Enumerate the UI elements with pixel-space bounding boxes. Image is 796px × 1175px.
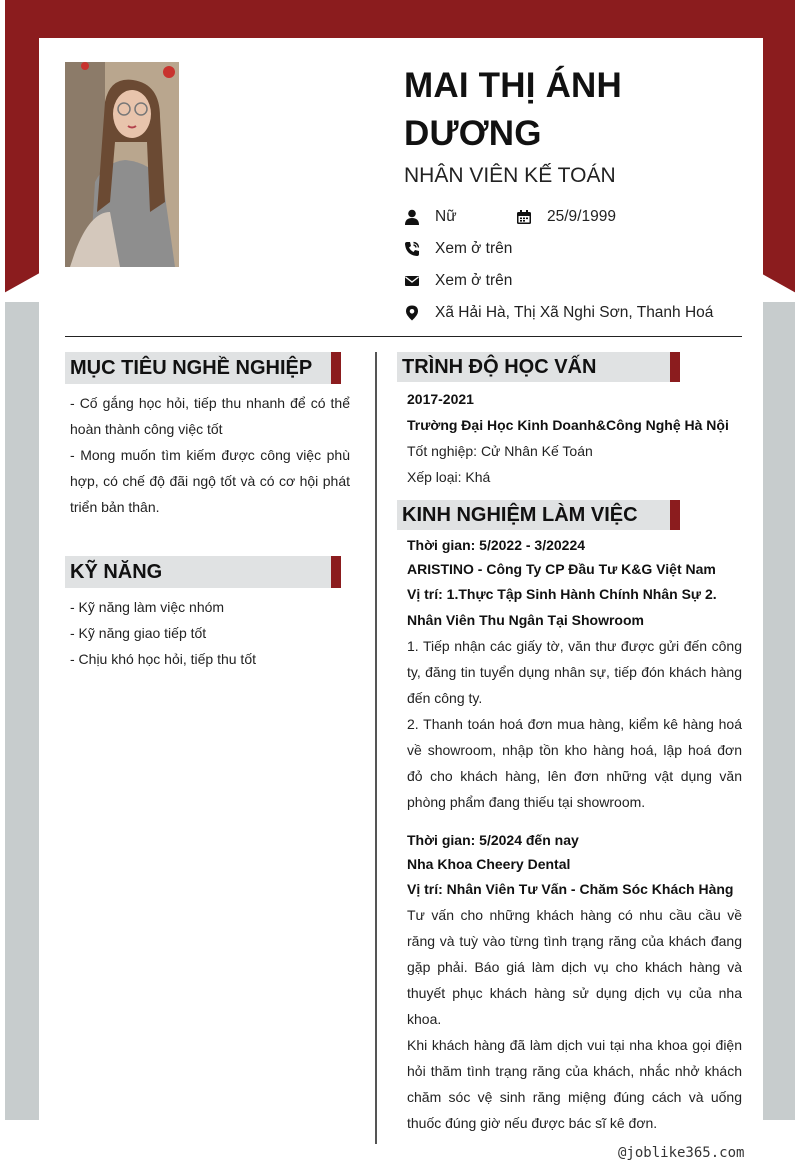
birthday-row [516, 208, 616, 226]
job-description: Tư vấn cho những khách hàng có nhu cầu cầu về răng và tuỳ vào từng tình trạng răng của khách đang gặp phải. Báo giá làm dịch vụ cho khách hàng và thuyết phục khách hàng sử dụng dịch vụ của nha khoa. [407, 907, 742, 1027]
job-description: 2. Thanh toán hoá đơn mua hàng, kiểm kê hàng hoá về showroom, nhập tồn kho hàng hoá, lập hoá đơn đỏ cho khách hàng, lên đơn những vật dụng văn phòng phẩm đang thiếu tại showroom. [407, 716, 742, 810]
skill-item: - Kỹ năng giao tiếp tốt [70, 625, 207, 641]
education-grade: Xếp loại: Khá [407, 469, 491, 485]
career-goal-line: - Cố gắng học hỏi, tiếp thu nhanh để có thể hoàn thành công việc tốt [70, 395, 350, 437]
skills-title: KỸ NĂNG [70, 560, 163, 583]
skill-item: - Chịu khó học hỏi, tiếp thu tốt [70, 651, 256, 667]
calendar-icon [516, 209, 532, 225]
job-company: Nha Khoa Cheery Dental [407, 856, 571, 872]
header-divider [65, 336, 742, 337]
envelope-icon [404, 273, 420, 289]
career-goal-heading [65, 352, 341, 384]
phone-icon [404, 241, 420, 257]
address-row [404, 304, 713, 322]
experience-title: KINH NGHIỆM LÀM VIỆC [402, 503, 638, 526]
candidate-name: MAI THỊ ÁNH DƯƠNG [404, 66, 623, 153]
gender-row [404, 208, 457, 226]
skills-list [70, 594, 350, 672]
job-position: Vị trí: 1.Thực Tập Sinh Hành Chính Nhân Sự 2. Nhân Viên Thu Ngân Tại Showroom [407, 586, 717, 628]
career-goal-line: - Mong muốn tìm kiếm được công việc phù hợp, có chế độ đãi ngộ tốt và có cơ hội phát triển bản thân. [70, 447, 350, 515]
experience-job-2 [407, 828, 742, 1136]
job-company: ARISTINO - Công Ty CP Đầu Tư K&G Việt Nam [407, 561, 716, 577]
email-row [404, 272, 512, 290]
birthday-value: 25/9/1999 [547, 208, 616, 225]
heading-accent [331, 556, 341, 588]
portrait-illustration [65, 62, 179, 267]
heading-accent [331, 352, 341, 384]
education-heading [397, 352, 680, 382]
job-title: NHÂN VIÊN KẾ TOÁN [404, 164, 616, 187]
job-description: Khi khách hàng đã làm dịch vui tại nha khoa gọi điện hỏi thăm tình trạng răng của khách, nhắc nhở khách chăm sóc vệ sinh răng miệng đúng cách và uống thuốc đúng giờ nếu được bác sĩ kê đơn. [407, 1037, 742, 1131]
education-period: 2017-2021 [407, 391, 474, 407]
job-period: Thời gian: 5/2024 đến nay [407, 832, 579, 848]
skill-item: - Kỹ năng làm việc nhóm [70, 599, 225, 615]
watermark: @joblike365.com [618, 1145, 745, 1161]
skills-heading [65, 556, 341, 588]
heading-accent [670, 352, 680, 382]
person-icon [404, 209, 420, 225]
phone-row [404, 240, 512, 258]
experience-heading [397, 500, 680, 530]
career-goal-title: MỤC TIÊU NGHỀ NGHIỆP [70, 356, 313, 379]
email-value: Xem ở trên [435, 272, 513, 289]
education-details [407, 386, 742, 490]
career-goal-text [70, 390, 350, 520]
location-pin-icon [404, 305, 420, 321]
phone-value: Xem ở trên [435, 240, 513, 257]
job-position: Vị trí: Nhân Viên Tư Vấn - Chăm Sóc Khách Hàng [407, 881, 734, 897]
education-title: TRÌNH ĐỘ HỌC VẤN [402, 355, 597, 378]
job-period: Thời gian: 5/2022 - 3/20224 [407, 537, 586, 553]
column-divider [375, 352, 377, 1144]
heading-accent [670, 500, 680, 530]
job-description: 1. Tiếp nhận các giấy tờ, văn thư được gửi đến công ty, đăng tin tuyển dụng nhân sự, tiếp đón khách hàng đến công ty. [407, 638, 742, 706]
gender-value: Nữ [435, 208, 457, 225]
education-school: Trường Đại Học Kinh Doanh&Công Nghệ Hà Nội [407, 417, 729, 433]
education-degree: Tốt nghiệp: Cử Nhân Kế Toán [407, 443, 593, 459]
address-value: Xã Hải Hà, Thị Xã Nghi Sơn, Thanh Hoá [435, 304, 714, 321]
experience-job-1 [407, 533, 742, 815]
profile-photo [65, 62, 179, 267]
